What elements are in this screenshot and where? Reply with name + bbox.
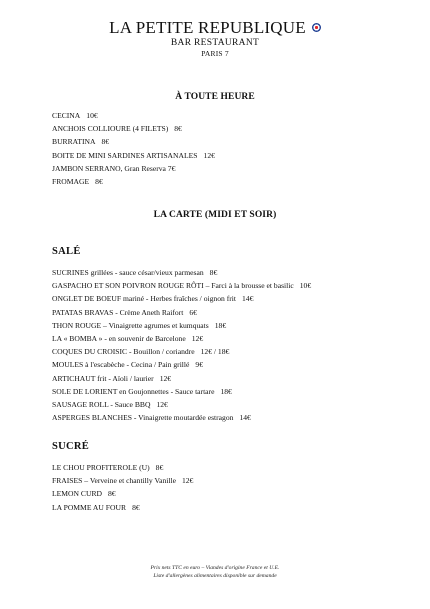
menu-item <box>52 487 193 500</box>
menu-item-price: 18€ <box>214 320 227 330</box>
menu-item-price: 8€ <box>101 137 110 147</box>
menu-item-price: 8€ <box>95 177 103 187</box>
menu-item-description: - Vinaigrette moutardée estragon <box>131 413 234 423</box>
menu-item-description: , Gran Reserva 7€ <box>120 163 176 173</box>
menu-item-price: 12€ <box>159 373 172 383</box>
menu-item-description: grillées - sauce césar/vieux parmesan <box>88 268 204 277</box>
menu-item <box>52 372 311 385</box>
menu-item <box>52 109 215 122</box>
menu-item-name: ANCHOIS COLLIOURE (4 FILETS) <box>52 124 169 134</box>
menu-item-price: 9€ <box>195 360 203 370</box>
menu-item-name: JAMBON SERRANO <box>52 163 121 173</box>
menu-item-price: 8€ <box>174 124 182 134</box>
menu-item-price: 8€ <box>209 268 218 277</box>
menu-item-name: BOITE DE MINI SARDINES ARTISANALES <box>52 150 198 160</box>
menu-item-name: LE CHOU PROFITEROLE (U) <box>52 463 150 472</box>
menu-item-name: MOULES <box>52 360 84 370</box>
menu-item-price: 12€ <box>191 334 204 344</box>
menu-item <box>52 345 311 358</box>
menu-item <box>52 162 215 175</box>
menu-item-description: - en souvenir de Barcelone <box>102 334 186 344</box>
menu-item-name: ARTICHAUT <box>52 373 96 383</box>
section-title-sale: SALÉ <box>52 246 81 257</box>
menu-item-name: FROMAGE <box>52 177 90 187</box>
menu-item <box>52 279 311 292</box>
menu-item-price: 18€ <box>220 386 232 396</box>
menu-item-description: - Bouillon / coriandre <box>127 347 195 357</box>
menu-item-name: COQUES DU CROISIC <box>52 347 128 357</box>
menu-item-description: en Goujonnettes - Sauce tartare <box>117 386 215 396</box>
footer-line-prices: Prix nets TTC en euro – Viandes d'origine France et U.E. <box>150 565 280 571</box>
menu-item <box>52 461 193 474</box>
menu-item <box>52 175 215 188</box>
section-title-a-toute-heure: À TOUTE HEURE <box>175 92 255 102</box>
menu-item-name: LA POMME AU FOUR <box>52 502 127 512</box>
menu-item <box>52 149 215 162</box>
menu-item-price: 14€ <box>241 294 254 304</box>
menu-item-description: - Sauce BBQ <box>108 400 151 410</box>
menu-item-price: 10€ <box>299 281 312 291</box>
menu-item-name: LEMON CURD <box>52 489 102 499</box>
restaurant-subtitle: BAR RESTAURANT <box>170 38 260 48</box>
menu-item-price: 6€ <box>189 307 197 317</box>
footer-note <box>0 564 430 580</box>
menu-item-description: frit - Aïoli / laurier <box>95 373 154 383</box>
brand-title-row <box>109 18 321 38</box>
menu-item <box>52 292 311 305</box>
menu-item <box>52 266 311 279</box>
section-title-la-carte: LA CARTE (MIDI ET SOIR) <box>153 210 277 220</box>
menu-item-name: SOLE DE LORIENT <box>52 386 118 396</box>
menu-item-name: BURRATINA <box>52 137 96 147</box>
menu-item-name: ONGLET DE BOEUF <box>52 294 122 304</box>
menu-item <box>52 122 215 135</box>
menu-item-price: 8€ <box>108 489 116 499</box>
menu-item <box>52 135 215 148</box>
menu-item-price: 8€ <box>155 463 164 472</box>
menu-item <box>52 385 311 398</box>
menu-item <box>52 319 311 332</box>
menu-item-price: 12€ / 18€ <box>200 347 230 357</box>
restaurant-city: PARIS 7 <box>201 49 229 58</box>
menu-item <box>52 411 311 424</box>
restaurant-name: LA PETITE REPUBLIQUE <box>109 18 306 37</box>
menu-item-description: – Farci à la brousse et basilic <box>203 281 294 291</box>
menu-item-price: 12€ <box>156 400 168 410</box>
brand-header <box>0 18 430 59</box>
menu-item <box>52 398 311 411</box>
menu-item-name: GASPACHO ET SON POIVRON ROUGE RÔTI <box>52 281 204 291</box>
list-a-toute-heure <box>52 109 215 188</box>
menu-item <box>52 306 311 319</box>
menu-item <box>52 332 311 345</box>
menu-item-description: à l'escabèche - Cecina / Pain grillé <box>83 360 190 370</box>
menu-item-name: PATATAS BRAVAS <box>52 307 114 317</box>
menu-item-name: CECINA <box>52 111 81 120</box>
menu-item-description: - Crème Aneth Raifort <box>113 307 184 317</box>
list-sucre <box>52 461 193 514</box>
menu-item-description: – Vinaigrette agrumes et kumquats <box>101 320 209 330</box>
menu-item-price: 10€ <box>86 111 98 120</box>
menu-item-name: SUCRINES <box>52 268 89 277</box>
menu-item <box>52 474 193 487</box>
footer-line-allergens: Liste d'allergènes alimentaires disponible sur demande <box>153 573 277 579</box>
list-sale <box>52 266 311 424</box>
menu-item <box>52 501 193 514</box>
menu-item-description: mariné - Herbes fraîches / oignon frit <box>121 294 236 304</box>
section-title-sucre: SUCRÉ <box>52 441 90 452</box>
menu-item-name: SAUSAGE ROLL <box>52 400 109 410</box>
menu-item-name: LA « BOMBA » <box>52 334 103 344</box>
menu-item-price: 12€ <box>203 150 215 160</box>
menu-item-name: ASPERGES BLANCHES <box>52 413 132 423</box>
menu-item-price: 12€ <box>181 476 194 486</box>
cockade-icon <box>312 23 321 32</box>
menu-item-name: THON ROUGE <box>52 320 102 330</box>
menu-item-price: 14€ <box>239 413 251 423</box>
menu-item-price: 8€ <box>132 502 140 512</box>
menu-item <box>52 358 311 371</box>
menu-item-name: FRAISES <box>52 476 83 486</box>
menu-item-description: – Verveine et chantilly Vanille <box>82 476 176 486</box>
